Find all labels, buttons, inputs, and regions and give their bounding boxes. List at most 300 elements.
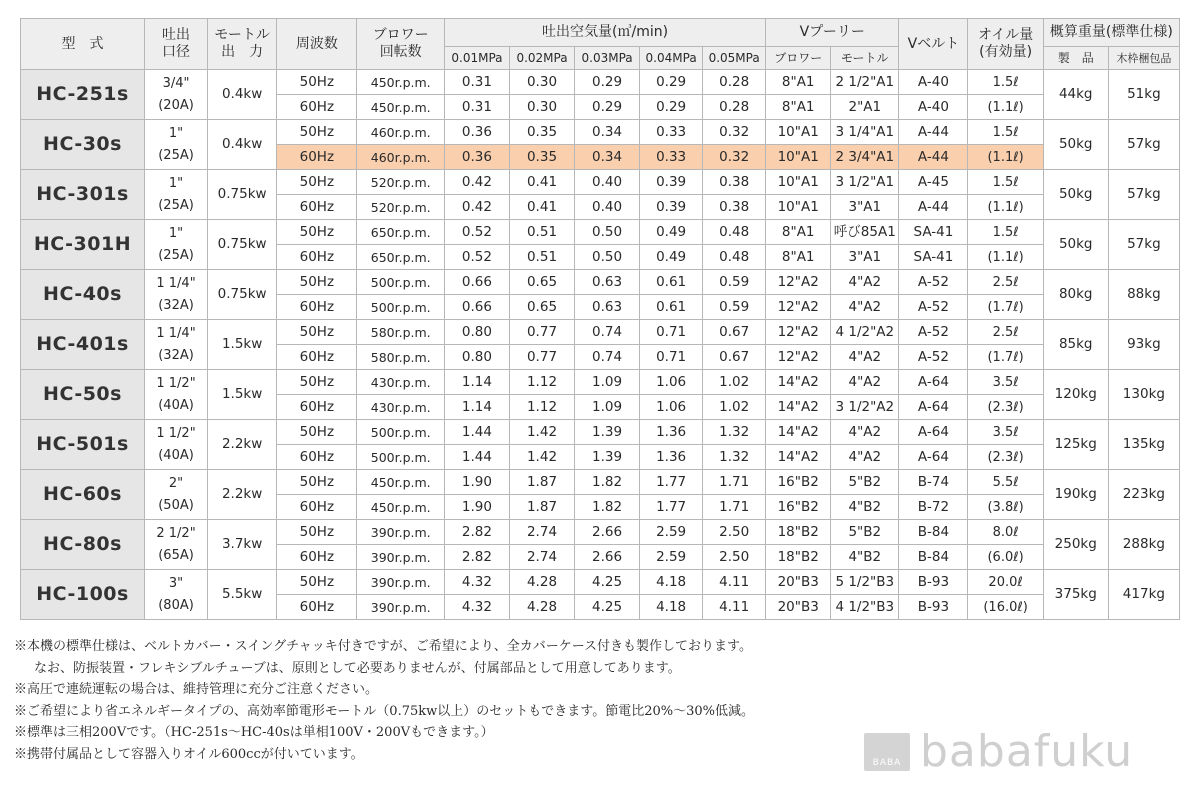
blower-rpm: 450r.p.m. [357,95,444,120]
v-belt: A-52 [899,270,968,295]
pulley-motor: 4"B2 [831,495,899,520]
v-belt: A-64 [899,370,968,395]
frequency: 50Hz [277,70,357,95]
bore-cell [145,370,208,420]
bore-inch: 1" [168,225,184,241]
frequency: 60Hz [277,195,357,220]
watermark [864,726,1133,777]
header-line: モートル [214,27,270,43]
oil-effective: (2.3ℓ) [968,395,1043,420]
weight-product: 125kg [1043,420,1108,470]
header-pressure-1: 0.01MPa [444,47,509,70]
pulley-motor: 2 3/4"A1 [831,145,899,170]
bore-inch: 1" [168,125,184,141]
airflow-value: 0.66 [444,295,509,320]
airflow-value: 0.29 [640,70,703,95]
v-belt: A-44 [899,120,968,145]
airflow-value: 0.66 [444,270,509,295]
oil-amount: 1.5ℓ [968,120,1043,145]
model-name: HC-301s [21,170,145,220]
airflow-value: 0.35 [509,145,574,170]
header-bore [145,19,208,70]
oil-effective: (6.0ℓ) [968,545,1043,570]
note-line: ※携帯付属品として容器入りオイル600ccが付いています。 [14,746,364,762]
airflow-value: 0.39 [640,195,703,220]
v-belt: A-52 [899,295,968,320]
weight-product: 80kg [1043,270,1108,320]
note-line: なお、防振装置・フレキシブルチューブは、原則として必要ありませんが、付属部品として用意してあります。 [34,660,681,676]
weight-crate: 57kg [1108,120,1179,170]
v-belt: SA-41 [899,220,968,245]
oil-amount: 1.5ℓ [968,170,1043,195]
v-belt: A-44 [899,195,968,220]
airflow-value: 2.82 [444,520,509,545]
blower-rpm: 500r.p.m. [357,295,444,320]
frequency: 50Hz [277,420,357,445]
frequency: 60Hz [277,95,357,120]
header-pressure-2: 0.02MPa [509,47,574,70]
airflow-value: 1.12 [509,370,574,395]
weight-crate: 88kg [1108,270,1179,320]
pulley-motor: 4"A2 [831,345,899,370]
blower-rpm: 520r.p.m. [357,195,444,220]
airflow-value: 1.77 [640,470,703,495]
airflow-value: 1.36 [640,445,703,470]
frequency: 50Hz [277,270,357,295]
frequency: 60Hz [277,445,357,470]
header-model: 型 式 [21,19,145,70]
model-name: HC-100s [21,570,145,620]
pulley-blower: 20"B3 [766,595,831,620]
weight-crate: 130kg [1108,370,1179,420]
airflow-value: 2.66 [575,545,640,570]
v-belt: A-64 [899,445,968,470]
pulley-motor: 4"A2 [831,445,899,470]
pulley-motor: 3 1/2"A2 [831,395,899,420]
airflow-value: 1.87 [509,495,574,520]
motor-output: 1.5kw [208,370,277,420]
airflow-value: 1.71 [703,470,766,495]
table-row [21,420,1180,445]
pulley-blower: 14"A2 [766,395,831,420]
frequency: 60Hz [277,545,357,570]
watermark-brand: babafuku [920,726,1134,777]
weight-product: 50kg [1043,170,1108,220]
airflow-value: 1.44 [444,445,509,470]
note-line: ※高圧で連続運転の場合は、維持管理に充分ご注意ください。 [14,682,379,697]
pulley-blower: 10"A1 [766,145,831,170]
weight-crate: 57kg [1108,220,1179,270]
motor-output: 0.4kw [208,70,277,120]
airflow-value: 4.28 [509,570,574,595]
oil-effective: (2.3ℓ) [968,445,1043,470]
airflow-value: 4.32 [444,595,509,620]
airflow-value: 0.28 [703,70,766,95]
airflow-value: 1.44 [444,420,509,445]
bore-inch: 2 1/2" [156,525,196,541]
airflow-value: 0.65 [509,295,574,320]
pulley-blower: 12"A2 [766,320,831,345]
blower-rpm: 390r.p.m. [357,595,444,620]
weight-product: 50kg [1043,220,1108,270]
airflow-value: 0.29 [640,95,703,120]
pulley-blower: 10"A1 [766,195,831,220]
bore-a: (25A) [158,247,194,263]
airflow-value: 0.80 [444,345,509,370]
pulley-motor: 3 1/4"A1 [831,120,899,145]
weight-product: 85kg [1043,320,1108,370]
airflow-value: 1.09 [575,395,640,420]
pulley-motor: 4"B2 [831,545,899,570]
frequency: 50Hz [277,120,357,145]
header-v-pulley: Vプーリー [766,19,899,47]
airflow-value: 1.36 [640,420,703,445]
airflow-value: 0.40 [575,170,640,195]
bore-cell [145,120,208,170]
model-name: HC-80s [21,520,145,570]
pulley-blower: 18"B2 [766,545,831,570]
v-belt: B-84 [899,545,968,570]
blower-rpm: 390r.p.m. [357,520,444,545]
airflow-value: 0.71 [640,345,703,370]
pulley-blower: 16"B2 [766,495,831,520]
header-airflow: 吐出空気量(㎥/min) [444,19,765,47]
airflow-value: 1.39 [575,420,640,445]
pulley-motor: 3"A1 [831,245,899,270]
v-belt: A-64 [899,420,968,445]
header-v-belt: Vベルト [899,19,968,70]
pulley-blower: 8"A1 [766,220,831,245]
frequency: 50Hz [277,370,357,395]
header-weight-crate: 木枠梱包品 [1108,47,1179,70]
airflow-value: 0.39 [640,170,703,195]
airflow-value: 1.09 [575,370,640,395]
pulley-blower: 8"A1 [766,245,831,270]
pulley-blower: 14"A2 [766,445,831,470]
bore-inch: 3/4" [162,75,190,91]
airflow-value: 0.63 [575,270,640,295]
header-pressure-5: 0.05MPa [703,47,766,70]
bore-a: (40A) [158,397,194,413]
airflow-value: 1.82 [575,495,640,520]
blower-rpm: 580r.p.m. [357,345,444,370]
v-belt: SA-41 [899,245,968,270]
table-row [21,270,1180,295]
airflow-value: 1.87 [509,470,574,495]
blower-rpm: 500r.p.m. [357,445,444,470]
blower-rpm: 450r.p.m. [357,495,444,520]
header-oil [968,19,1043,70]
blower-rpm: 520r.p.m. [357,170,444,195]
airflow-value: 0.41 [509,195,574,220]
airflow-value: 1.12 [509,395,574,420]
pulley-motor: 3"A1 [831,195,899,220]
header-pulley-blower: ブロワー [766,47,831,70]
motor-output: 5.5kw [208,570,277,620]
airflow-value: 0.42 [444,195,509,220]
airflow-value: 0.52 [444,220,509,245]
motor-output: 0.4kw [208,120,277,170]
weight-crate: 57kg [1108,170,1179,220]
airflow-value: 4.32 [444,570,509,595]
blower-rpm: 450r.p.m. [357,470,444,495]
header-blower-rpm [357,19,444,70]
pulley-motor: 5 1/2"B3 [831,570,899,595]
oil-effective: (1.7ℓ) [968,295,1043,320]
airflow-value: 0.42 [444,170,509,195]
pulley-motor: 4 1/2"A2 [831,320,899,345]
airflow-value: 1.14 [444,370,509,395]
pulley-blower: 14"A2 [766,370,831,395]
oil-effective: (1.1ℓ) [968,145,1043,170]
frequency: 60Hz [277,145,357,170]
bore-cell [145,70,208,120]
weight-crate: 223kg [1108,470,1179,520]
airflow-value: 0.61 [640,270,703,295]
frequency: 50Hz [277,470,357,495]
frequency: 60Hz [277,295,357,320]
airflow-value: 1.32 [703,420,766,445]
v-belt: A-52 [899,320,968,345]
bore-a: (80A) [158,597,194,613]
header-pressure-4: 0.04MPa [640,47,703,70]
airflow-value: 1.06 [640,370,703,395]
oil-amount: 8.0ℓ [968,520,1043,545]
airflow-value: 2.59 [640,545,703,570]
airflow-value: 0.34 [575,120,640,145]
weight-product: 44kg [1043,70,1108,120]
airflow-value: 0.49 [640,220,703,245]
airflow-value: 0.38 [703,195,766,220]
weight-crate: 51kg [1108,70,1179,120]
v-belt: B-93 [899,595,968,620]
airflow-value: 0.41 [509,170,574,195]
motor-output: 2.2kw [208,420,277,470]
blower-rpm: 650r.p.m. [357,245,444,270]
airflow-value: 0.77 [509,345,574,370]
airflow-value: 0.63 [575,295,640,320]
airflow-value: 0.67 [703,345,766,370]
airflow-value: 0.74 [575,345,640,370]
airflow-value: 0.40 [575,195,640,220]
table-row [21,570,1180,595]
pulley-motor: 4 1/2"B3 [831,595,899,620]
frequency: 60Hz [277,395,357,420]
table-row [21,120,1180,145]
v-belt: A-44 [899,145,968,170]
v-belt: B-72 [899,495,968,520]
pulley-motor: 3 1/2"A1 [831,170,899,195]
pulley-blower: 10"A1 [766,170,831,195]
oil-amount: 1.5ℓ [968,70,1043,95]
oil-effective: (3.8ℓ) [968,495,1043,520]
airflow-value: 0.59 [703,270,766,295]
frequency: 60Hz [277,345,357,370]
weight-crate: 135kg [1108,420,1179,470]
airflow-value: 1.90 [444,470,509,495]
airflow-value: 0.74 [575,320,640,345]
pulley-motor: 5"B2 [831,470,899,495]
header-frequency: 周波数 [277,19,357,70]
pulley-blower: 8"A1 [766,70,831,95]
airflow-value: 0.32 [703,145,766,170]
bore-a: (40A) [158,447,194,463]
header-line: オイル量 [977,27,1034,43]
header-line: 口径 [162,44,191,60]
pulley-blower: 10"A1 [766,120,831,145]
airflow-value: 1.82 [575,470,640,495]
bore-cell [145,170,208,220]
airflow-value: 0.29 [575,70,640,95]
airflow-value: 2.59 [640,520,703,545]
model-name: HC-501s [21,420,145,470]
bore-inch: 3" [168,575,184,591]
airflow-value: 0.49 [640,245,703,270]
blower-rpm: 460r.p.m. [357,120,444,145]
model-name: HC-251s [21,70,145,120]
table-row [21,470,1180,495]
frequency: 50Hz [277,170,357,195]
airflow-value: 1.42 [509,445,574,470]
bore-inch: 1" [168,175,184,191]
airflow-value: 0.48 [703,245,766,270]
airflow-value: 0.33 [640,145,703,170]
v-belt: B-84 [899,520,968,545]
motor-output: 1.5kw [208,320,277,370]
model-name: HC-401s [21,320,145,370]
airflow-value: 1.90 [444,495,509,520]
airflow-value: 0.80 [444,320,509,345]
blower-rpm: 500r.p.m. [357,420,444,445]
airflow-value: 2.66 [575,520,640,545]
bore-inch: 1 1/4" [156,325,196,341]
pulley-blower: 16"B2 [766,470,831,495]
airflow-value: 4.28 [509,595,574,620]
airflow-value: 1.02 [703,395,766,420]
frequency: 50Hz [277,520,357,545]
oil-amount: 2.5ℓ [968,270,1043,295]
oil-amount: 1.5ℓ [968,220,1043,245]
bore-inch: 1 1/2" [156,375,196,391]
pulley-blower: 8"A1 [766,95,831,120]
blower-rpm: 430r.p.m. [357,395,444,420]
v-belt: B-93 [899,570,968,595]
bore-inch: 2" [168,475,184,491]
airflow-value: 0.38 [703,170,766,195]
airflow-value: 0.50 [575,245,640,270]
airflow-value: 0.71 [640,320,703,345]
model-name: HC-50s [21,370,145,420]
bore-a: (32A) [158,297,194,313]
bore-a: (65A) [158,547,194,563]
oil-effective: (1.7ℓ) [968,345,1043,370]
bore-a: (32A) [158,347,194,363]
bore-cell [145,470,208,520]
table-row [21,170,1180,195]
pulley-blower: 18"B2 [766,520,831,545]
bore-inch: 1 1/4" [156,275,196,291]
oil-effective: (1.1ℓ) [968,195,1043,220]
note-line: ※本機の標準仕様は、ベルトカバー・スイングチャッキ付きですが、ご希望により、全カバーケース付きも製作しております。 [14,639,753,654]
airflow-value: 0.67 [703,320,766,345]
motor-output: 0.75kw [208,170,277,220]
weight-product: 250kg [1043,520,1108,570]
header-pulley-motor: モートル [831,47,899,70]
bore-a: (50A) [158,497,194,513]
pulley-motor: 2"A1 [831,95,899,120]
pulley-motor: 4"A2 [831,295,899,320]
pulley-motor: 4"A2 [831,370,899,395]
airflow-value: 1.39 [575,445,640,470]
v-belt: A-40 [899,70,968,95]
blower-rpm: 500r.p.m. [357,270,444,295]
note-line: ※ご希望により省エネルギータイプの、高効率節電形モートル（0.75kw以上）のセットもできます。節電比20%〜30%低減。 [14,703,755,719]
airflow-value: 0.77 [509,320,574,345]
airflow-value: 0.52 [444,245,509,270]
pulley-motor: 4"A2 [831,420,899,445]
airflow-value: 0.29 [575,95,640,120]
airflow-value: 0.33 [640,120,703,145]
header-line: 回転数 [379,44,422,60]
airflow-value: 0.50 [575,220,640,245]
airflow-value: 2.74 [509,520,574,545]
airflow-value: 0.61 [640,295,703,320]
table-row [21,220,1180,245]
pulley-blower: 12"A2 [766,270,831,295]
airflow-value: 1.14 [444,395,509,420]
airflow-value: 1.02 [703,370,766,395]
motor-output: 0.75kw [208,220,277,270]
frequency: 60Hz [277,495,357,520]
v-belt: B-74 [899,470,968,495]
weight-crate: 288kg [1108,520,1179,570]
blower-rpm: 390r.p.m. [357,545,444,570]
spec-table-body [21,70,1180,620]
airflow-value: 4.18 [640,570,703,595]
motor-output: 0.75kw [208,270,277,320]
blower-rpm: 460r.p.m. [357,145,444,170]
airflow-value: 2.50 [703,520,766,545]
bore-a: (25A) [158,197,194,213]
oil-amount: 3.5ℓ [968,370,1043,395]
oil-effective: (1.1ℓ) [968,245,1043,270]
bore-cell [145,270,208,320]
airflow-value: 0.48 [703,220,766,245]
oil-effective: (1.1ℓ) [968,95,1043,120]
airflow-value: 1.06 [640,395,703,420]
frequency: 60Hz [277,245,357,270]
header-pressure-3: 0.03MPa [575,47,640,70]
airflow-value: 1.77 [640,495,703,520]
header-row-1 [21,19,1180,47]
table-row [21,520,1180,545]
table-row [21,320,1180,345]
airflow-value: 0.36 [444,120,509,145]
bore-a: (20A) [158,97,194,113]
airflow-value: 4.11 [703,595,766,620]
note-line: ※標準は三相200Vです。（HC-251s〜HC-40sは単相100V・200Vもできます。） [14,725,494,740]
pulley-blower: 12"A2 [766,295,831,320]
airflow-value: 0.30 [509,70,574,95]
oil-amount: 2.5ℓ [968,320,1043,345]
bore-a: (25A) [158,147,194,163]
oil-amount: 3.5ℓ [968,420,1043,445]
airflow-value: 4.18 [640,595,703,620]
table-row [21,70,1180,95]
weight-crate: 417kg [1108,570,1179,620]
v-belt: A-45 [899,170,968,195]
blower-rpm: 390r.p.m. [357,570,444,595]
